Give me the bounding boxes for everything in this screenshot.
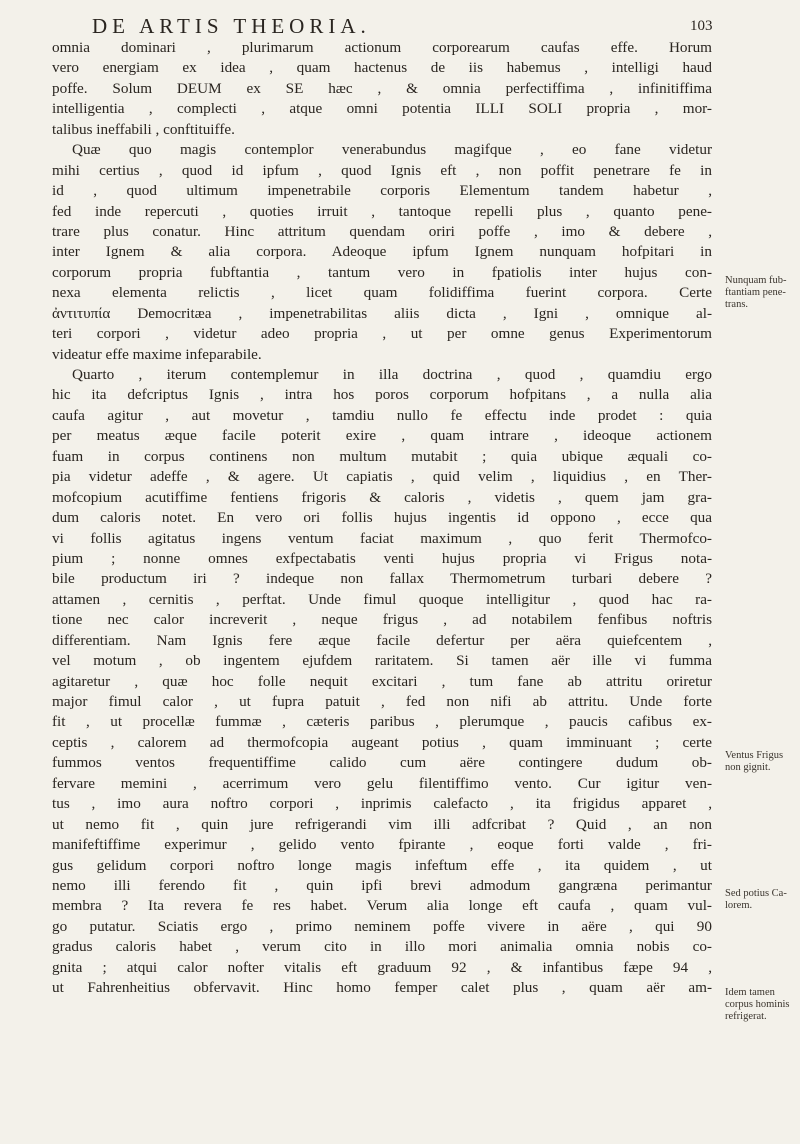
text-line: mofcopium acutiffime fentiens frigoris & caloris , videtis , quem jam gra- xyxy=(52,488,712,506)
text-line: mihi certius , quod id ipfum , quod Ignis eft , non poffit penetrare fe in xyxy=(52,161,712,179)
margin-note-line: trans. xyxy=(725,299,749,310)
margin-note-1 xyxy=(725,275,800,311)
text-line: vel motum , ob ingentem ejufdem raritatem. Si tamen aër ille vi fumma xyxy=(52,652,712,670)
text-line: pia videtur adeffe , & agere. Ut capiatis , quid velim , liquidius , en Ther- xyxy=(52,468,712,486)
text-line: poffe. Solum DEUM ex SE hæc , & omnia perfectiffima , infinitiffima xyxy=(52,79,712,97)
text-line: nexa elementa relictis , licet quam folidiffima fuerint corpora. Certe xyxy=(52,284,712,302)
text-line: intelligentia , complecti , atque omni potentia ILLI SOLI propria , mor- xyxy=(52,100,712,118)
text-line: per meatus æque facile poterit exire , quam intrare , ideoque actionem xyxy=(52,427,712,445)
text-line: trare plus conatur. Hinc attritum quendam oriri poffe , imo & debere , xyxy=(52,222,712,240)
text-line: id , quod ultimum impenetrabile corporis Elementum tandem habetur , xyxy=(52,182,712,200)
text-line: agitaretur , quæ hoc folle nequit excitari , tum fane ab attritu oriretur xyxy=(52,672,712,690)
text-line: vero energiam ex idea , quam hactenus de iis habemus , intelligi haud xyxy=(52,59,712,77)
margin-note-4 xyxy=(725,987,800,1023)
text-line: fit , ut procellæ fummæ , cæteris paribus , plerumque , paucis cafibus ex- xyxy=(52,713,712,731)
text-line: talibus ineffabili , conftituiffe. xyxy=(52,120,235,138)
margin-note-line: non gignit. xyxy=(725,762,771,773)
text-line: videatur effe maxime infeparabile. xyxy=(52,345,262,363)
text-line: ut Fahrenheitius obfervavit. Hinc homo femper calet plus , quam aër am- xyxy=(52,979,712,997)
text-line: hic ita defcriptus Ignis , intra hos poros corporum hofpitans , a nulla alia xyxy=(52,386,712,404)
text-line: differentiam. Nam Ignis fere æque facile defertur per aëra quiefcentem , xyxy=(52,631,712,649)
text-line: fed inde repercuti , quoties irruit , tantoque repelli plus , quanto pene- xyxy=(52,202,712,220)
page-number: 103 xyxy=(690,18,713,34)
text-line: gradus caloris habet , verum cito in illo mori animalia omnia nobis co- xyxy=(52,938,712,956)
text-line: gus gelidum corpori noftro longe magis infeftum effe , ita quidem , ut xyxy=(52,856,712,874)
text-line: membra ? Ita revera fe res habet. Verum alia longe eft caufa , quam vul- xyxy=(52,897,712,915)
margin-note-line: lorem. xyxy=(725,900,753,911)
running-title: DE ARTIS THEORIA. xyxy=(92,14,371,38)
text-line: fummos ventos frequentiffime calido cum aëre contingere dudum ob- xyxy=(52,754,712,772)
text-line: bile productum iri ? indeque non fallax Thermometrum turbari debere ? xyxy=(52,570,712,588)
text-line: fuam in corpus continens non multum mutabit ; quia ubique æquali co- xyxy=(52,447,712,465)
text-line: pium ; nonne omnes exfpectabatis venti hujus propria vi Frigus nota- xyxy=(52,549,712,567)
text-line: inter Ignem & alia corpora. Adeoque ipfum Ignem nunquam hofpitari in xyxy=(52,243,712,261)
margin-note-line: refrigerat. xyxy=(725,1011,767,1022)
margin-note-line: ftantiam pene- xyxy=(725,287,786,298)
text-line: gnita ; atqui calor nofter vitalis eft graduum 92 , & infantibus fæpe 94 , xyxy=(52,958,712,976)
text-line: attamen , cernitis , perftat. Unde fimul quoque intelligitur , quod hac ra- xyxy=(52,590,712,608)
margin-note-line: corpus hominis xyxy=(725,999,790,1010)
text-line: omnia dominari , plurimarum actionum corporearum caufas effe. Horum xyxy=(52,39,712,56)
text-line: fervare memini , acerrimum vero gelu filentiffimo vento. Cur igitur ven- xyxy=(52,774,712,792)
text-line: Quæ quo magis contemplor venerabundus magifque , eo fane videtur xyxy=(72,141,712,159)
text-line: nemo illi ferendo fit , quin ipfi brevi admodum gangræna perimantur xyxy=(52,876,712,894)
margin-note-line: Nunquam fub- xyxy=(725,275,787,286)
text-line: vi follis agitatus ingens ventum faciat maximum , quo ferit Thermofco- xyxy=(52,529,712,547)
text-line: ceptis , calorem ad thermofcopia augeant potius , quam imminuant ; certe xyxy=(52,733,712,751)
text-line: go putatur. Sciatis ergo , primo neminem poffe vivere in aëre , qui 90 xyxy=(52,917,712,935)
body-text xyxy=(52,38,712,999)
margin-note-line: Idem tamen xyxy=(725,987,775,998)
margin-note-2 xyxy=(725,750,800,774)
text-line: teri corpori , videtur adeo propria , ut per omne genus Experimentorum xyxy=(52,325,712,343)
margin-note-3 xyxy=(725,888,800,912)
text-line: tione nec calor increverit , neque frigus , ad notabilem fenfibus noftris xyxy=(52,611,712,629)
text-line: corporum propria fubftantia , tantum vero in fpatiolis inter hujus con- xyxy=(52,263,712,281)
text-line: ἀντιτυπία Democritæa , impenetrabilitas aliis dicta , Igni , omnique al- xyxy=(52,304,712,322)
margin-note-line: Sed potius Ca- xyxy=(725,888,787,899)
margin-note-line: Ventus Frigus xyxy=(725,750,784,761)
text-line: caufa agitur , aut movetur , tamdiu nullo fe effectu inde prodet : quia xyxy=(52,406,712,424)
text-line: ut nemo fit , quin jure refrigerandi vim illi adfcribat ? Quid , an non xyxy=(52,815,712,833)
text-line: major fimul calor , ut fupra patuit , fed non nifi ab attritu. Unde forte xyxy=(52,693,712,710)
text-line: Quarto , iterum contemplemur in illa doctrina , quod , quamdiu ergo xyxy=(72,366,712,383)
text-line: manifeftiffime experimur , gelido vento fpirante , eoque forti valde , fri- xyxy=(52,836,712,854)
text-line: dum caloris notet. En vero ori follis hujus ingentis id oppono , ecce qua xyxy=(52,509,712,527)
text-line: tus , imo aura noftro corpori , inprimis calefacto , ita frigidus apparet , xyxy=(52,795,712,813)
